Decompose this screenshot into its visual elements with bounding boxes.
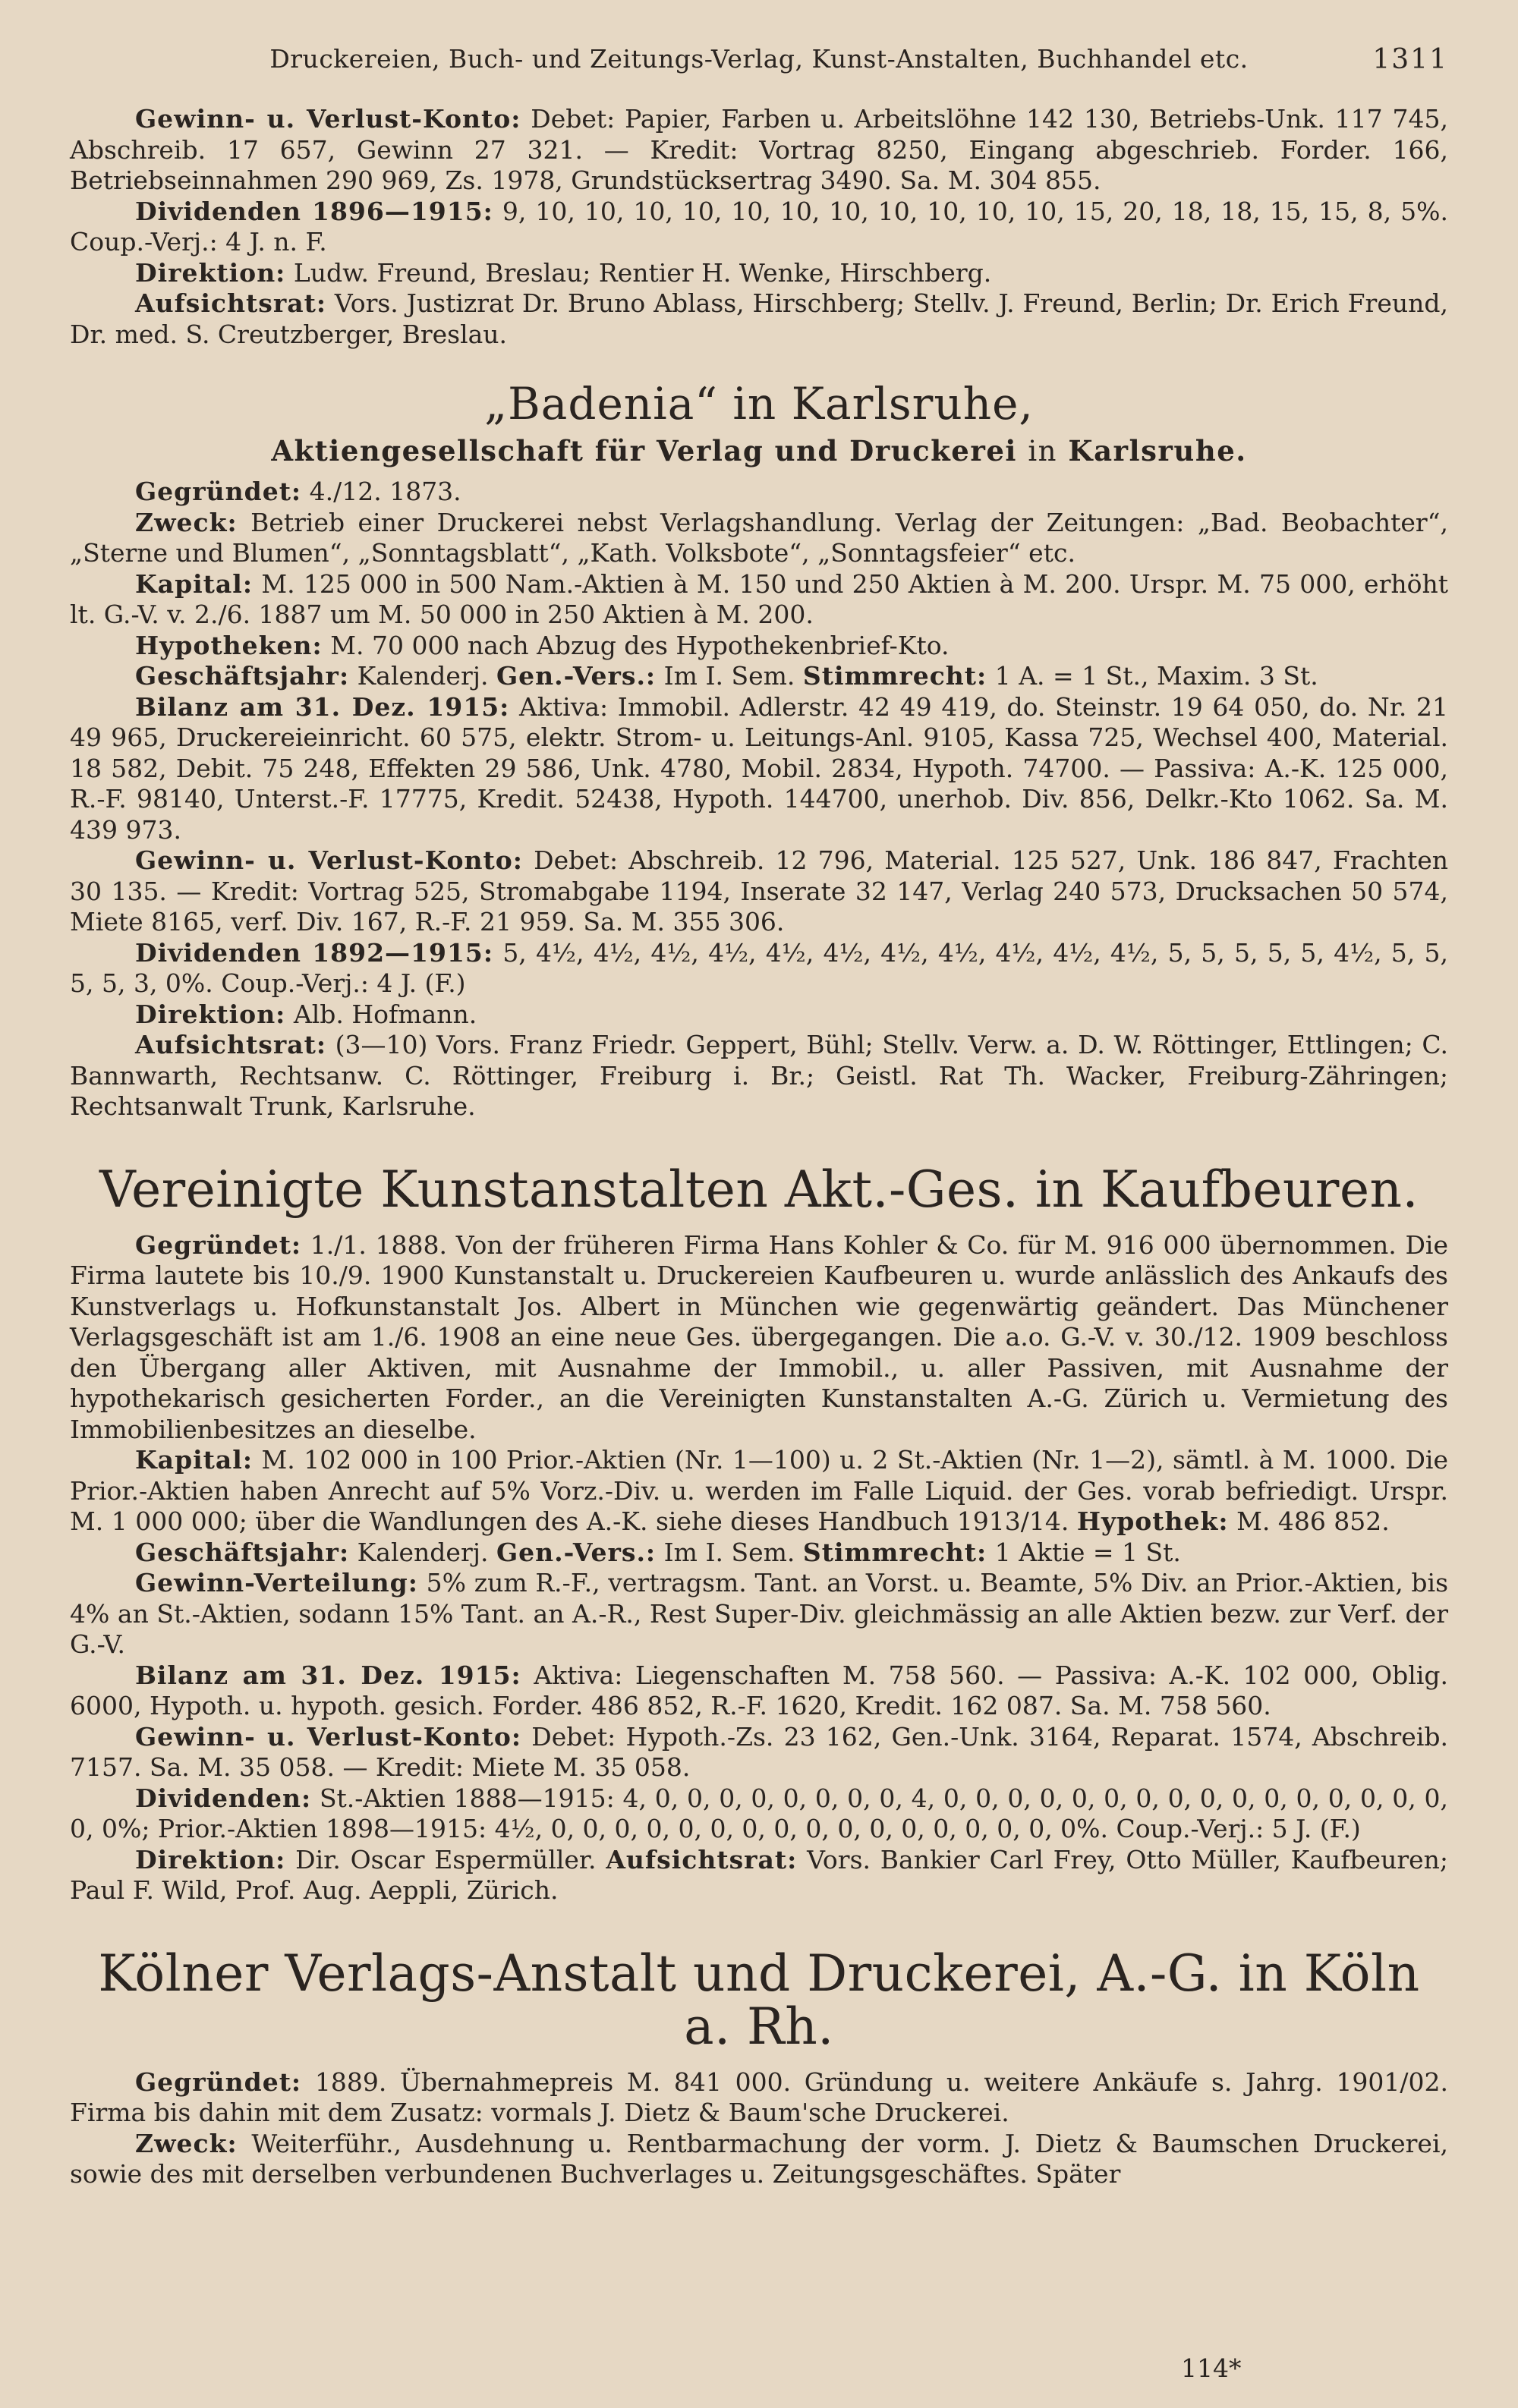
paragraph-bilanz (70, 692, 1448, 846)
text-gewinn-verlust: Debet: Abschreib. 12 796, Material. 125 527, Unk. 186 847, Frachten 30 135. — Kredit: Vortrag 525, Stromabgabe 1194, Inserate 32 147, Verlag 240 573, Drucksachen 50 574, Miete 8165, verf. Div. 167, R.-F. 21 959. Sa. M. 355 306. (70, 845, 1448, 936)
label-gen-vers: Gen.-Vers.: (496, 661, 657, 691)
text-gewinn-verlust: Debet: Papier, Farben u. Arbeitslöhne 142 130, Betriebs-Unk. 117 745, Abschreib. 17 657, Gewinn 27 321. — Kredit: Vortrag 8250, Eingang abgeschrieb. Forder. 166, Betriebseinnahmen 290 969, Zs. 1978, Grundstücksertrag 3490. Sa. M. 304 855. (70, 104, 1448, 195)
text-stimmrecht: 1 A. = 1 St., Maxim. 3 St. (994, 661, 1318, 691)
paragraph-gegruendet (70, 2067, 1448, 2129)
label-hypotheken: Hypotheken: (135, 630, 323, 660)
label-aufsichtsrat: Aufsichtsrat: (606, 1844, 798, 1874)
label-direktion: Direktion: (135, 257, 286, 288)
text-stimmrecht: 1 Aktie = 1 St. (994, 1537, 1181, 1567)
label-stimmrecht: Stimmrecht: (802, 1537, 987, 1567)
text-aufsichtsrat: (3—10) Vors. Franz Friedr. Geppert, Bühl; Stellv. Verw. a. D. W. Röttinger, Ettlingen; C. Bannwarth, Rechtsanw. C. Röttinger, Freiburg i. Br.; Geistl. Rat Th. Wacker, Freiburg-Zähringen; Rechtsanwalt Trunk, Karlsruhe. (70, 1030, 1448, 1121)
company-subtitle-badenia (70, 433, 1448, 469)
text-bilanz: Aktiva: Immobil. Adlerstr. 42 49 419, do. Steinstr. 19 64 050, do. Nr. 21 49 965, Druckereieinricht. 60 575, elektr. Strom- u. Leitungs-Anl. 9105, Kassa 725, Wechsel 400, Material. 18 582, Debit. 75 248, Effekten 29 586, Unk. 4780, Mobil. 2834, Hypoth. 74700. — Passiva: A.-K. 125 000, R.-F. 98140, Unterst.-F. 17775, Kredit. 52438, Hypoth. 144700, unerhob. Div. 856, Delkr.-Kto 1062. Sa. M. 439 973. (70, 691, 1449, 845)
page-number: 1311 (1372, 44, 1448, 75)
paragraph-direktion (70, 1845, 1448, 1906)
paragraph-aufsichtsrat (70, 1030, 1448, 1122)
text-dividenden: 9, 10, 10, 10, 10, 10, 10, 10, 10, 10, 10, 10, 15, 20, 18, 18, 15, 15, 8, 5%. Coup.-Verj.: 4 J. n. F. (70, 196, 1448, 257)
label-direktion: Direktion: (135, 1844, 286, 1874)
paragraph-zweck (70, 508, 1448, 569)
label-dividenden: Dividenden: (135, 1783, 312, 1813)
text-kapital: M. 102 000 in 100 Prior.-Aktien (Nr. 1—100) u. 2 St.-Aktien (Nr. 1—2), sämtl. à M. 1000. Die Prior.-Aktien haben Anrecht auf 5% Vorz.-Div. u. werden im Falle Liquid. der Ges. vorab befriedigt. Urspr. M. 1 000 000; über die Wandlungen des A.-K. siehe dieses Handbuch 1913/14. (70, 1445, 1449, 1536)
company-title-kaufbeuren: Vereinigte Kunstanstalten Akt.-Ges. in Kaufbeuren. (99, 1160, 1419, 1219)
paragraph-dividenden (70, 1783, 1448, 1845)
text-zweck: Weiterführ., Ausdehnung u. Rentbarmachung der vorm. J. Dietz & Baumschen Druckerei, sowie des mit derselben verbundenen Buchverlages u. Zeitungsgeschäftes. Später (70, 2128, 1448, 2189)
paragraph-gewinn-verteilung (70, 1568, 1448, 1660)
signature-mark: 114* (1181, 2353, 1242, 2383)
paragraph-gegruendet (70, 1230, 1448, 1446)
text-dividenden: St.-Aktien 1888—1915: 4, 0, 0, 0, 0, 0, 0, 0, 0, 4, 0, 0, 0, 0, 0, 0, 0, 0, 0, 0, 0, 0, 0, 0, 0, 0, 0, 0%; Prior.-Aktien 1898—1915: 4½, 0, 0, 0, 0, 0, 0, 0, 0, 0, 0, 0, 0, 0, 0, 0, 0, 0%. Coup.-Verj.: 5 J. (F.) (70, 1783, 1448, 1843)
label-gewinn-verlust: Gewinn- u. Verlust-Konto: (135, 1721, 522, 1752)
paragraph-hypotheken (70, 631, 1448, 662)
subtitle-main: Aktiengesellschaft für Verlag und Druckerei (271, 434, 1017, 467)
label-bilanz: Bilanz am 31. Dez. 1915: (135, 691, 510, 722)
subtitle-place: Karlsruhe. (1068, 434, 1247, 467)
text-gewinn-verteilung: 5% zum R.-F., vertragsm. Tant. an Vorst. u. Beamte, 5% Div. an Prior.-Aktien, bis 4% an St.-Aktien, sodann 15% Tant. an A.-R., Rest Super-Div. gleichmässig an alle Aktien bezw. zur Verf. der G.-V. (70, 1568, 1448, 1659)
paragraph-geschaeftsjahr (70, 1538, 1448, 1569)
label-geschaeftsjahr: Geschäftsjahr: (135, 1537, 350, 1567)
text-zweck: Betrieb einer Druckerei nebst Verlagshandlung. Verlag der Zeitungen: „Bad. Beobachter“, „Sterne und Blumen“, „Sonntagsblatt“, „Kath. Volksbote“, „Sonntagsfeier“ etc. (70, 507, 1448, 568)
text-bilanz: Aktiva: Liegenschaften M. 758 560. — Passiva: A.-K. 102 000, Oblig. 6000, Hypoth. u. hypoth. gesich. Forder. 486 852, R.-F. 1620, Kredit. 162 087. Sa. M. 758 560. (70, 1660, 1448, 1720)
label-geschaeftsjahr: Geschäftsjahr: (135, 661, 350, 691)
text-dividenden: 5, 4½, 4½, 4½, 4½, 4½, 4½, 4½, 4½, 4½, 4½, 4½, 5, 5, 5, 5, 5, 4½, 5, 5, 5, 5, 3, 0%. Coup.-Verj.: 4 J. (F.) (70, 937, 1448, 998)
text-gewinn-verlust: Debet: Hypoth.-Zs. 23 162, Gen.-Unk. 3164, Reparat. 1574, Abschreib. 7157. Sa. M. 35 058. — Kredit: Miete M. 35 058. (70, 1721, 1448, 1782)
text-gegruendet: 1./1. 1888. Von der früheren Firma Hans Kohler & Co. für M. 916 000 übernommen. Die Firma lautete bis 10./9. 1900 Kunstanstalt u. Druckereien Kaufbeuren u. wurde anlässlich des Ankaufs des Kunstverlags u. Hofkunstanstalt Jos. Albert in München wie gegenwärtig geändert. Das Münchener Verlagsgeschäft ist am 1./6. 1908 an eine neue Ges. übergegangen. Die a.o. G.-V. v. 30./12. 1909 beschloss den Übergang aller Aktiven, mit Ausnahme der Immobil., u. aller Passiven, mit Ausnahme der hypothekarisch gesicherten Forder., an die Vereinigten Kunstanstalten A.-G. Zürich u. Vermietung des Immobilienbesitzes an dieselbe. (70, 1229, 1448, 1444)
paragraph-gewinn-verlust (70, 845, 1448, 938)
label-zweck: Zweck: (135, 2128, 238, 2158)
label-dividenden: Dividenden 1896—1915: (135, 196, 493, 226)
text-hypotheken: M. 70 000 nach Abzug des Hypothekenbrief-Kto. (330, 630, 950, 660)
label-stimmrecht: Stimmrecht: (802, 661, 987, 691)
paragraph-kapital (70, 569, 1448, 631)
section-koeln (70, 1944, 1448, 2190)
label-kapital: Kapital: (135, 1445, 254, 1475)
text-direktion: Ludw. Freund, Breslau; Rentier H. Wenke, Hirschberg. (293, 257, 992, 288)
text-gen-vers: Im I. Sem. (663, 661, 795, 691)
company-title-koeln: Kölner Verlags-Anstalt und Druckerei, A.-G. in Köln a. Rh. (98, 1944, 1420, 2056)
text-gen-vers: Im I. Sem. (663, 1537, 795, 1567)
label-direktion: Direktion: (135, 999, 286, 1029)
paragraph-dividenden (70, 938, 1448, 999)
text-geschaeftsjahr: Kalenderj. (357, 661, 489, 691)
label-dividenden: Dividenden 1892—1915: (135, 937, 494, 968)
paragraph-zweck (70, 2129, 1448, 2190)
paragraph-aufsichtsrat (70, 288, 1448, 350)
label-gen-vers: Gen.-Vers.: (496, 1537, 657, 1567)
label-gegruendet: Gegründet: (135, 2066, 302, 2097)
paragraph-dividenden (70, 197, 1448, 258)
text-geschaeftsjahr: Kalenderj. (357, 1537, 489, 1567)
section-badenia (70, 377, 1448, 1122)
running-head (70, 44, 1448, 74)
label-bilanz: Bilanz am 31. Dez. 1915: (135, 1660, 521, 1690)
text-direktion: Alb. Hofmann. (293, 999, 477, 1029)
paragraph-bilanz (70, 1660, 1448, 1722)
paragraph-gewinn-verlust (70, 104, 1448, 197)
text-kapital: M. 125 000 in 500 Nam.-Aktien à M. 150 und 250 Aktien à M. 200. Urspr. M. 75 000, erhöht lt. G.-V. v. 2./6. 1887 um M. 50 000 in 250 Aktien à M. 200. (70, 568, 1448, 629)
text-direktion: Dir. Oscar Espermüller. (295, 1844, 597, 1874)
label-gewinn-verlust: Gewinn- u. Verlust-Konto: (135, 845, 523, 875)
label-zweck: Zweck: (135, 507, 238, 537)
running-head-title: Druckereien, Buch- und Zeitungs-Verlag, Kunst-Anstalten, Buchhandel etc. (269, 44, 1249, 74)
paragraph-geschaeftsjahr (70, 661, 1448, 692)
subtitle-in: in (1028, 435, 1058, 467)
label-kapital: Kapital: (135, 568, 254, 599)
text-aufsichtsrat: Vors. Bankier Carl Frey, Otto Müller, Kaufbeuren; Paul F. Wild, Prof. Aug. Aeppli, Zürich. (70, 1844, 1448, 1905)
label-gewinn-verlust: Gewinn- u. Verlust-Konto: (135, 104, 521, 134)
paragraph-direktion (70, 999, 1448, 1031)
paragraph-gewinn-verlust (70, 1722, 1448, 1783)
label-gewinn-verteilung: Gewinn-Verteilung: (135, 1568, 418, 1597)
paragraph-gegruendet (70, 477, 1448, 508)
section-continuation (70, 104, 1448, 350)
paragraph-kapital (70, 1445, 1448, 1538)
label-hypothek: Hypothek: (1076, 1506, 1229, 1536)
label-gegruendet: Gegründet: (135, 1229, 302, 1260)
text-aufsichtsrat: Vors. Justizrat Dr. Bruno Ablass, Hirschberg; Stellv. J. Freund, Berlin; Dr. Erich Freund, Dr. med. S. Creutzberger, Breslau. (70, 288, 1448, 349)
paragraph-direktion (70, 258, 1448, 289)
text-hypothek: M. 486 852. (1236, 1506, 1390, 1536)
section-kaufbeuren (70, 1160, 1449, 1906)
company-title-badenia: „Badenia“ in Karlsruhe, (484, 378, 1034, 430)
text-gegruendet: 4./12. 1873. (309, 477, 461, 506)
label-aufsichtsrat: Aufsichtsrat: (135, 1030, 327, 1059)
label-gegruendet: Gegründet: (135, 477, 302, 506)
text-gegruendet: 1889. Übernahmepreis M. 841 000. Gründung u. weitere Ankäufe s. Jahrg. 1901/02. Firma bis dahin mit dem Zusatz: vormals J. Dietz & Baum'sche Druckerei. (70, 2066, 1448, 2127)
label-aufsichtsrat: Aufsichtsrat: (135, 288, 327, 318)
